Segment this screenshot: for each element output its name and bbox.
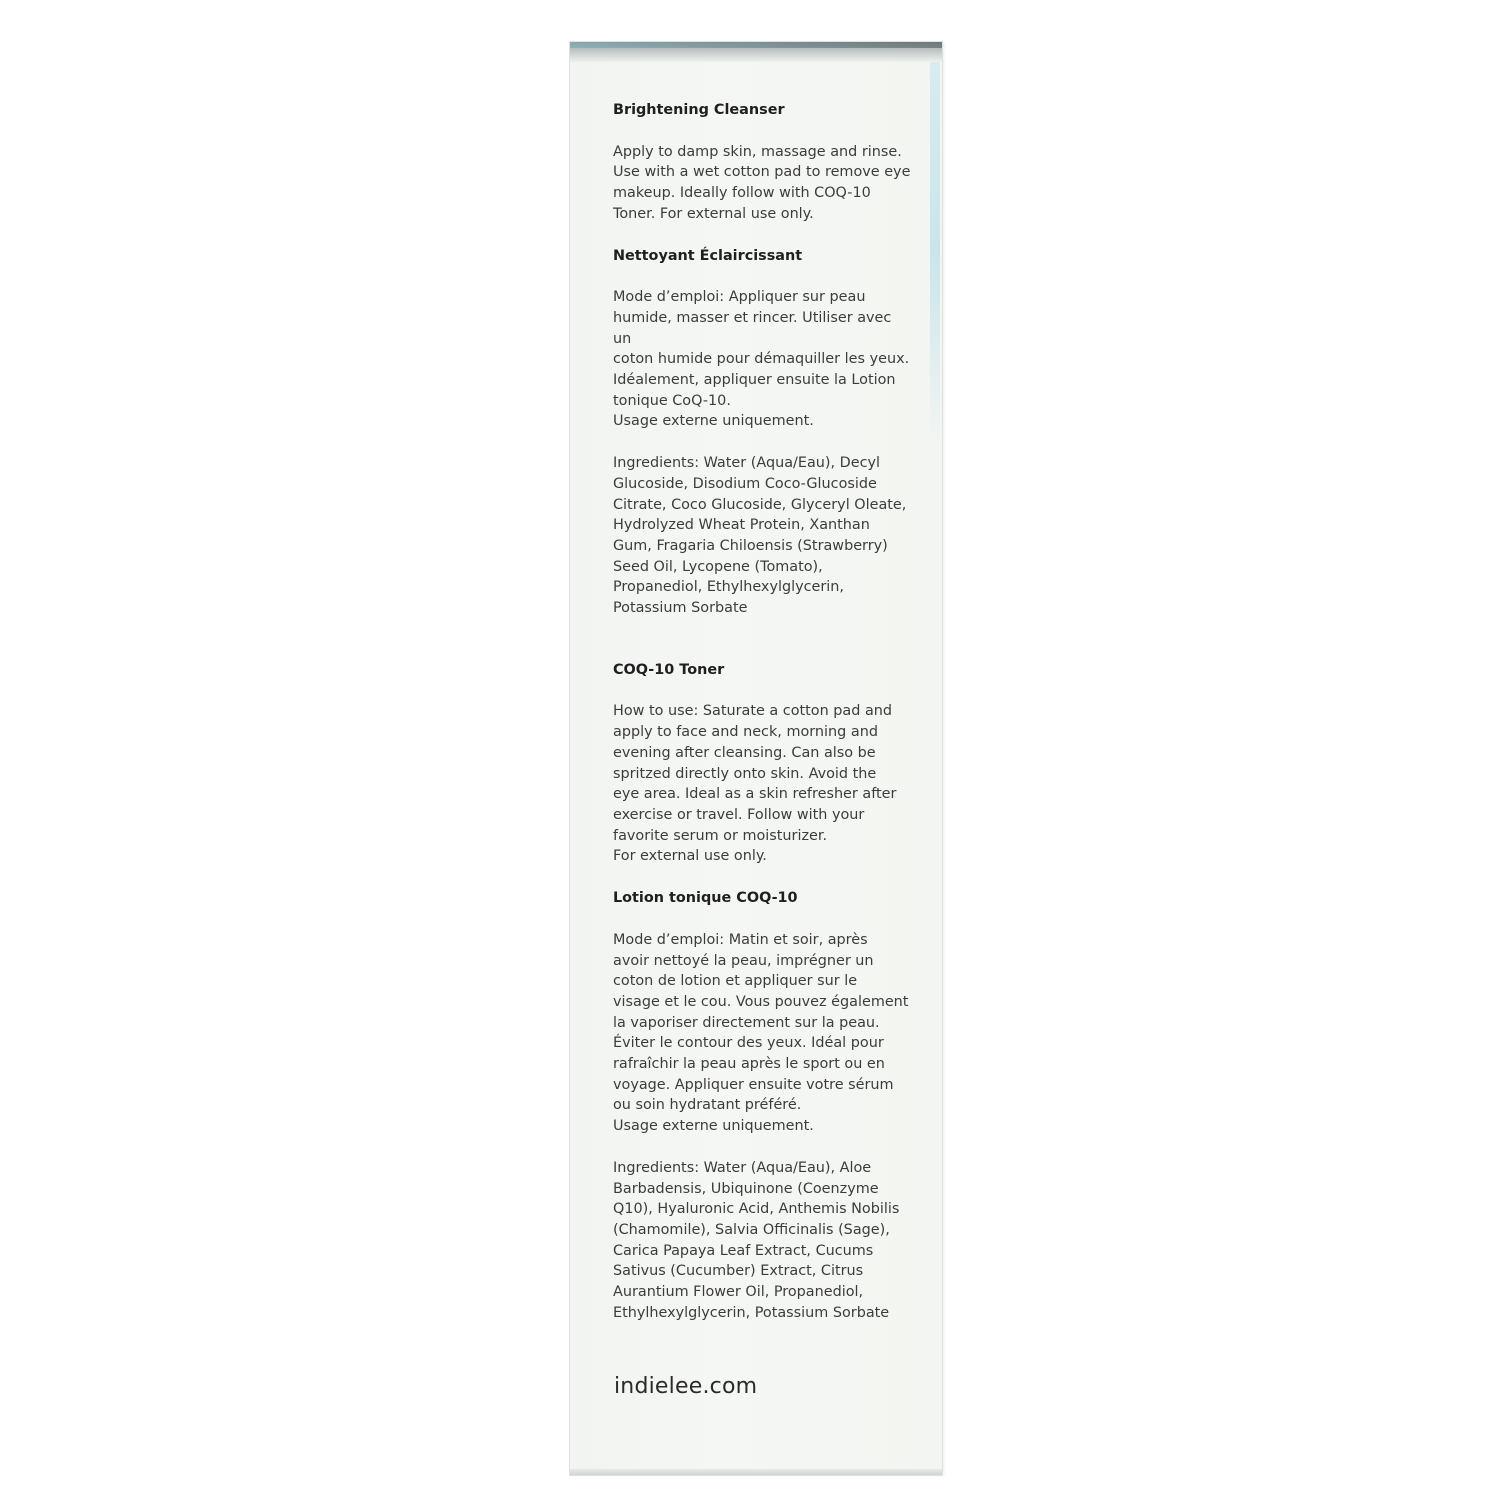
cleanser-directions-fr: Mode d’emploi: Appliquer sur peau humide, masser et rincer. Utiliser avec un coton humide pour démaquiller les yeux. Idéalement, appliquer ensuite la Lotion tonique CoQ-10. Usage externe uniquement. xyxy=(613,289,910,430)
brand-website: indielee.com xyxy=(614,1374,758,1399)
toner-directions-fr: Mode d’emploi: Matin et soir, après avoir nettoyé la peau, imprégner un coton de lotion et appliquer sur le visage et le cou. Vous pouvez également la vaporiser directement sur la peau. Éviter le contour des yeux. Idéal pour rafraîchir la peau après le sport ou en voyage. Appliquer ensuite votre sérum ou soin hydratant préféré. Usage externe uniquement. xyxy=(613,931,909,1135)
toner-title-en: COQ-10 Toner xyxy=(613,661,725,678)
toner-title-fr: Lotion tonique COQ-10 xyxy=(613,890,798,907)
box-color-stripe xyxy=(930,62,940,442)
box-top-accent xyxy=(570,42,942,48)
toner-directions-en: How to use: Saturate a cotton pad and apply to face and neck, morning and evening after cleansing. Can also be spritzed directly onto skin. Avoid the eye area. Ideal as a skin refresher after exercise or travel. Follow with your favorite serum or moisturizer. For external use only. xyxy=(613,703,897,865)
cleanser-directions-en: Apply to damp skin, massage and rinse. Use with a wet cotton pad to remove eye makeup. Ideally follow with COQ-10 Toner. For external use only. xyxy=(613,143,911,222)
cleanser-ingredients: Ingredients: Water (Aqua/Eau), Decyl Glucoside, Disodium Coco-Glucoside Citrate, Coco Glucoside, Glyceryl Oleate, Hydrolyzed Wheat Protein, Xanthan Gum, Fragaria Chiloensis (Strawberry) Seed Oil, Lycopene (Tomato), Propanediol, Ethylhexylglycerin, Potassium Sorbate xyxy=(613,455,907,617)
cleanser-title-en: Brightening Cleanser xyxy=(613,102,785,118)
label-text-column xyxy=(613,100,913,1323)
cleanser-title-fr: Nettoyant Éclaircissant xyxy=(613,247,803,264)
box-bottom-edge xyxy=(570,1469,942,1475)
toner-ingredients: Ingredients: Water (Aqua/Eau), Aloe Barbadensis, Ubiquinone (Coenzyme Q10), Hyaluronic Acid, Anthemis Nobilis (Chamomile), Salvia Officinalis (Sage), Carica Papaya Leaf Extract, Cucums Sativus (Cucumber) Extract, Citrus Aurantium Flower Oil, Propanediol, Ethylhexylglycerin, Potassium Sorbate xyxy=(613,1159,900,1321)
